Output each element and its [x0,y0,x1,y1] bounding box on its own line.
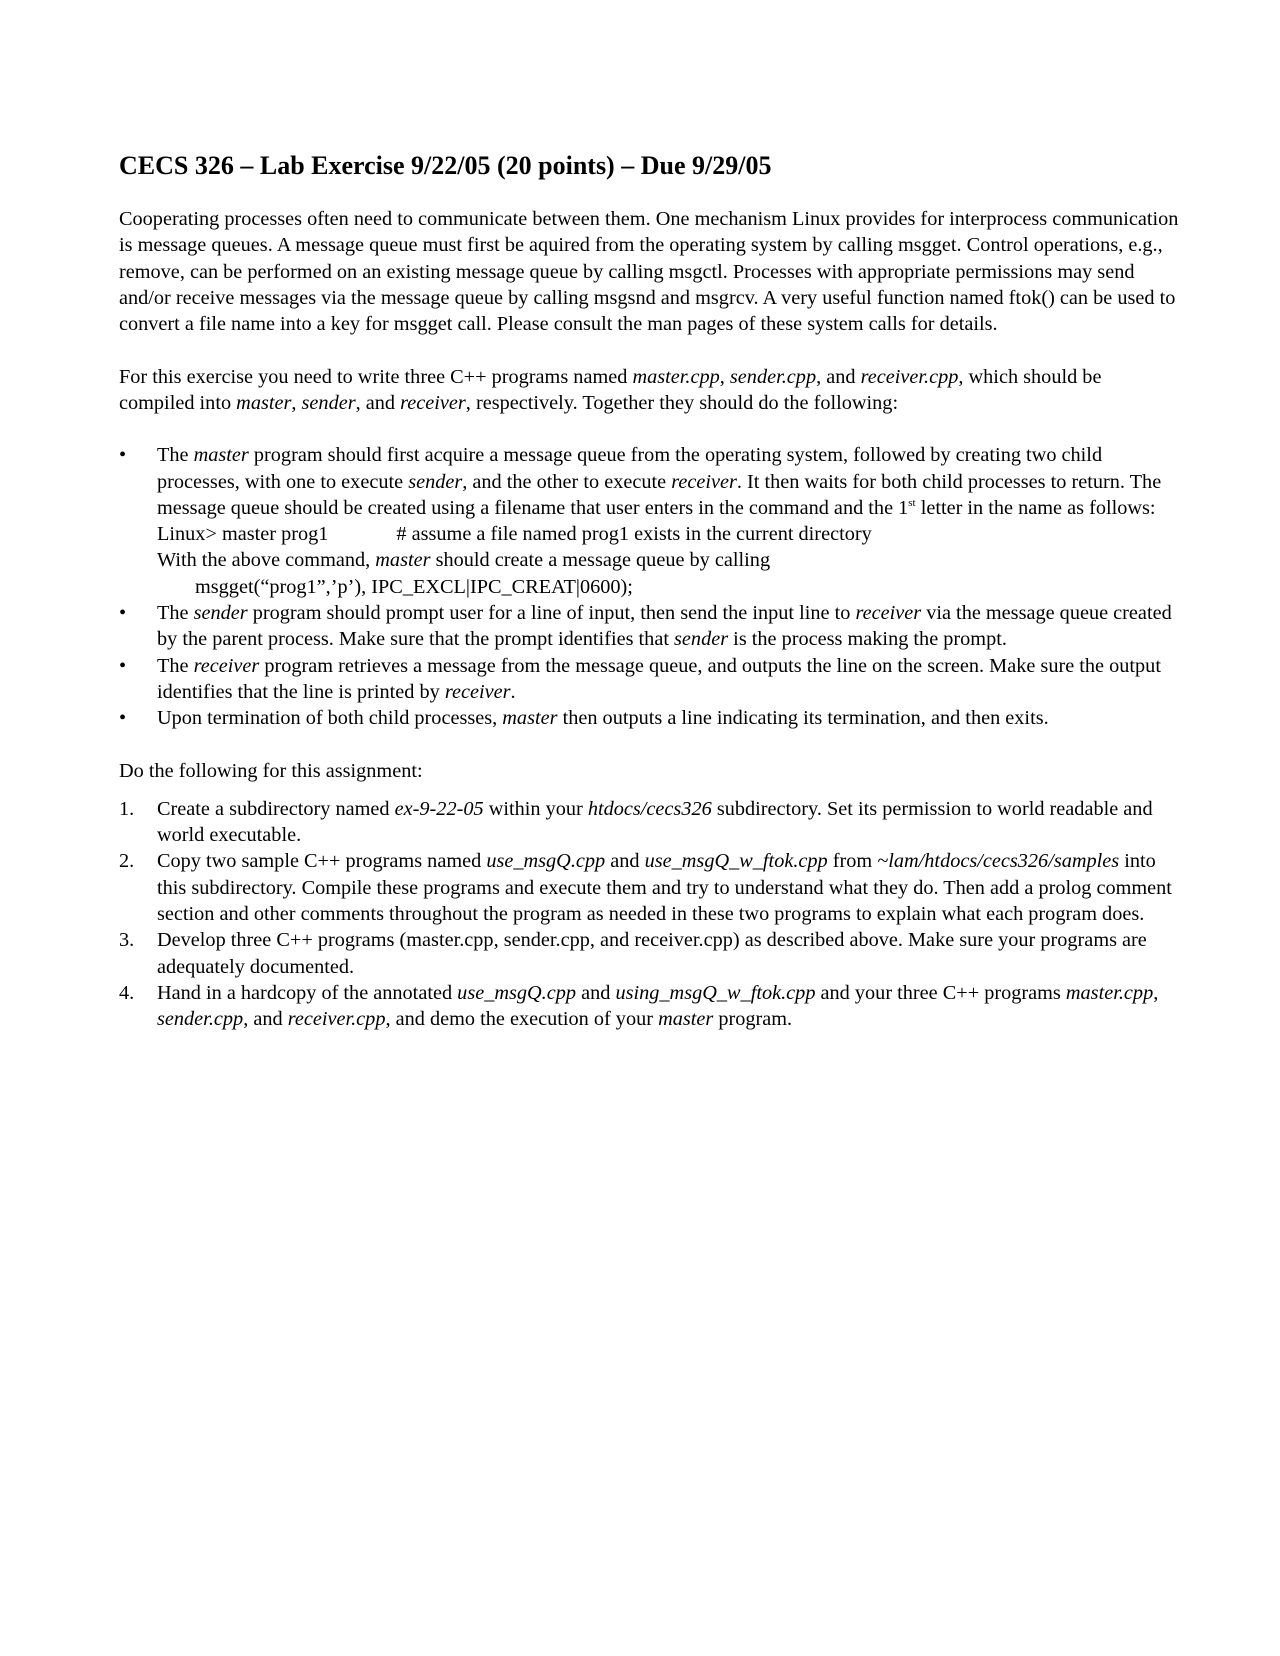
emphasis: receiver [193,654,260,677]
text-run: program should first acquire a message queue from the operating system, followed by creating two child processes, with one to execute [157,444,1103,493]
emphasis: master [502,707,558,730]
step-item [119,796,1179,849]
bullet-termination [119,705,1179,731]
program-master: master [236,391,292,414]
emphasis: master [375,549,431,572]
text-run: , and [355,391,401,414]
emphasis: sender [408,470,463,493]
emphasis: master.cpp [1065,981,1154,1004]
text-run: , which should be compiled into [119,365,1102,414]
text-run: Develop three C++ programs (master.cpp, sender.cpp, and receiver.cpp) as described above. Make sure your programs are adequately documented. [157,929,1147,978]
text-run: program. [713,1008,793,1031]
emphasis: use_msgQ.cpp [486,850,606,873]
emphasis: receiver [671,470,737,493]
text-run: The [157,602,194,625]
emphasis: using_msgQ_w_ftok.cpp [615,981,816,1004]
emphasis: use_msgQ.cpp [457,981,577,1004]
requirements-list [119,442,1179,731]
text-run: , and [243,1008,288,1031]
step-number: 4. [119,981,135,1004]
text-run: Hand in a hardcopy of the annotated [157,981,458,1004]
text-run: into this subdirectory. Compile these programs and execute them and try to understand what they do. Then add a prolog comment section and other comments throughout the program as needed in these two programs to explain what each program does. [157,850,1172,926]
program-sender: sender [301,391,356,414]
text-run: . [510,680,516,703]
emphasis: master [658,1008,714,1031]
text-run: and your three C++ programs [815,981,1066,1004]
text-run: With the above command, [157,549,376,572]
bullet-marker: • [119,444,127,467]
msgget-call-example: msgget(“prog1”,’p’), IPC_EXCL|IPC_CREAT|0600); [195,575,633,598]
bullet-sender [119,600,1179,653]
emphasis: htdocs/cecs326 [587,797,712,820]
text-run: , and the other to execute [462,470,672,493]
text-run: , and [816,365,861,388]
step-item [119,980,1179,1033]
text-run: The [157,654,194,677]
emphasis: receiver.cpp [287,1008,386,1031]
ordinal-superscript: st [908,497,916,510]
text-run: from [827,850,878,873]
document-page [119,150,1179,1059]
emphasis: sender [674,628,729,651]
text-run: , and demo the execution of your [385,1008,659,1031]
step-number: 1. [119,797,135,820]
command-comment: # assume a file named prog1 exists in the current directory [396,523,872,546]
page-title: CECS 326 – Lab Exercise 9/22/05 (20 points) – Due 9/29/05 [119,151,772,180]
exercise-paragraph [119,364,1179,417]
emphasis: receiver [855,602,922,625]
assignment-lead: Do the following for this assignment: [119,759,423,782]
step-item [119,927,1179,980]
text-run: subdirectory. Set its permission to world readable and world executable. [157,797,1153,847]
emphasis: sender [193,602,248,625]
emphasis: use_msgQ_w_ftok.cpp [644,850,828,873]
text-run: and [576,981,616,1004]
text-run: . It then waits for both child processes to return. The message queue should be created using a filename that user enters in the command and the 1 [157,470,1162,519]
text-run: letter in the name as follows: [915,496,1156,519]
bullet-master [119,442,1179,600]
bullet-marker: • [119,654,127,677]
bullet-marker: • [119,602,127,625]
text-run: should create a message queue by calling [430,549,771,572]
text-run: is the process making the prompt. [728,628,1007,651]
emphasis: sender.cpp [157,1008,244,1031]
emphasis: ex-9-22-05 [394,797,484,820]
bullet-receiver [119,653,1179,706]
text-run: then outputs a line indicating its termination, and then exits. [557,707,1049,730]
text-run: , [719,365,730,388]
assignment-steps [119,796,1179,1033]
text-run: , [291,391,302,414]
program-receiver: receiver [400,391,466,414]
emphasis: ~lam/htdocs/cecs326/samples [877,850,1120,873]
text-run: , respectively. Together they should do the following: [465,391,899,414]
filename-receiver-cpp: receiver.cpp [860,365,959,388]
text-run: program should prompt user for a line of input, then send the input line to [247,602,856,625]
text-run: The [157,444,194,467]
text-run: Create a subdirectory named [157,797,395,820]
text-run: Copy two sample C++ programs named [157,850,487,873]
text-run: within your [483,797,588,820]
text-run: program retrieves a message from the message queue, and outputs the line on the screen. Make sure the output identifies that the line is printed by [157,654,1161,703]
emphasis: master [193,444,249,467]
text-run: For this exercise you need to write three C++ programs named [119,365,633,388]
text-run: and [605,850,645,873]
bullet-marker: • [119,707,127,730]
intro-paragraph: Cooperating processes often need to communicate between them. One mechanism Linux provides for interprocess communication is message queues. A message queue must first be aquired from the operating system by calling msgget. Control operations, e.g., remove, can be performed on an existing message queue by calling msgctl. Processes with appropriate permissions may send and/or receive messages via the message queue by calling msgsnd and msgrcv. A very useful function named ftok() can be used to convert a file name into a key for msgget call. Please consult the man pages of these system calls for details. [119,208,1179,336]
filename-sender-cpp: sender.cpp [729,365,817,388]
emphasis: receiver [444,680,511,703]
filename-master-cpp: master.cpp [632,365,720,388]
step-number: 3. [119,929,135,952]
text-run: via the message queue created by the parent process. Make sure that the prompt identifies that [157,602,1172,651]
text-run: Upon termination of both child processes, [157,707,503,730]
command-example [157,523,872,545]
text-run: , [1153,981,1159,1004]
step-number: 2. [119,850,135,873]
step-item [119,848,1179,927]
command-text: Linux> master prog1 [157,523,329,546]
